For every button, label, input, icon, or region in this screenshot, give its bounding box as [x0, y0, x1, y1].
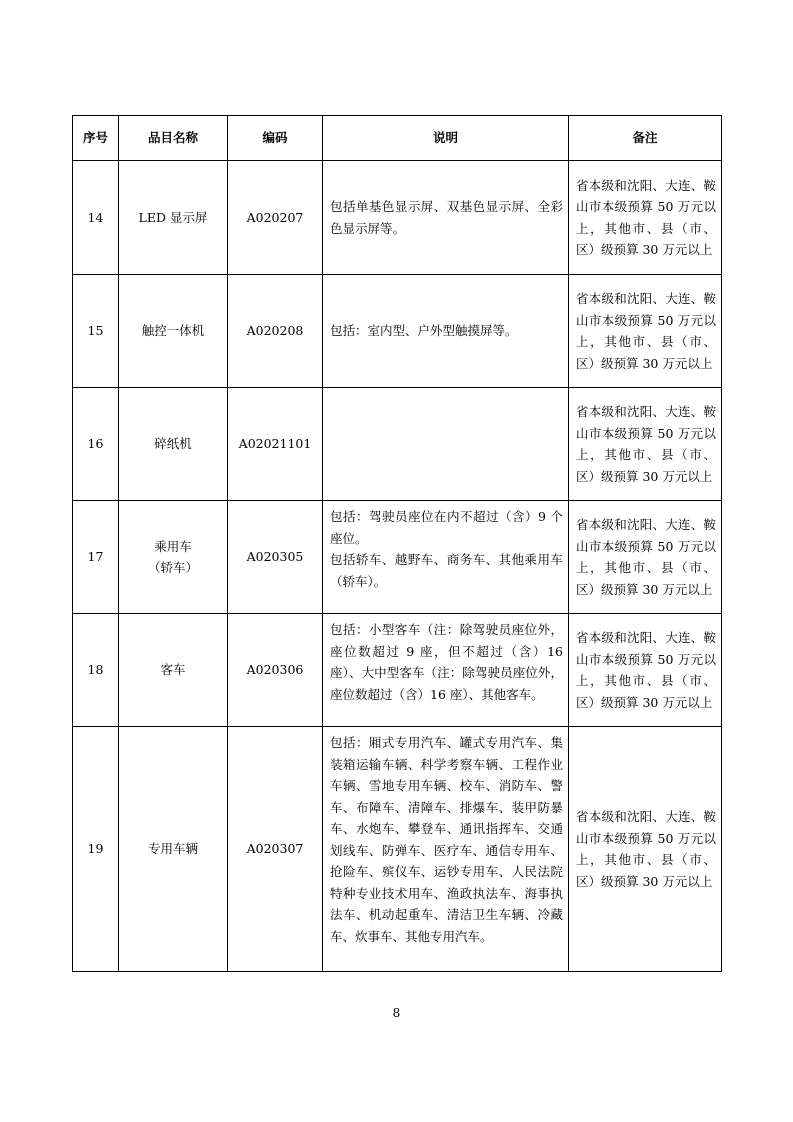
item-name-line: LED 显示屏 [138, 209, 208, 225]
cell-note: 省本级和沈阳、大连、鞍山市本级预算 50 万元以上，其他市、县（市、区）级预算 30 万元以上 [569, 501, 722, 614]
item-name-line: 碎纸机 [154, 436, 192, 452]
cell-note: 省本级和沈阳、大连、鞍山市本级预算 50 万元以上，其他市、县（市、区）级预算 30 万元以上 [569, 161, 722, 275]
cell-code: A020207 [228, 161, 323, 275]
table-header-row [73, 116, 722, 161]
cell-item-name [119, 727, 228, 972]
header-note: 备注 [569, 116, 722, 161]
procurement-catalog-table [72, 115, 722, 972]
cell-seq: 17 [73, 501, 119, 614]
cell-seq: 19 [73, 727, 119, 972]
item-name-line: 专用车辆 [147, 841, 198, 857]
cell-seq: 18 [73, 614, 119, 727]
cell-item-name [119, 388, 228, 501]
cell-description [323, 501, 569, 614]
cell-item-name [119, 161, 228, 275]
cell-note: 省本级和沈阳、大连、鞍山市本级预算 50 万元以上，其他市、县（市、区）级预算 30 万元以上 [569, 275, 722, 388]
description-paragraph: 包括单基色显示屏、双基色显示屏、全彩色显示屏等。 [330, 199, 563, 236]
cell-seq: 16 [73, 388, 119, 501]
table-row [73, 161, 722, 275]
item-name-line: 客车 [160, 662, 186, 678]
description-paragraph: 包括：小型客车（注：除驾驶员座位外，座位数超过 9 座，但不超过（含）16 座）、大中型客车（注：除驾驶员座位外，座位数超过（含）16 座）、其他客车。 [330, 622, 563, 702]
cell-code: A02021101 [228, 388, 323, 501]
item-name-line: 触控一体机 [141, 323, 205, 339]
cell-description [323, 388, 569, 501]
item-name-line: 乘用车 [154, 538, 192, 554]
page-number: 8 [392, 1006, 401, 1020]
cell-description [323, 275, 569, 388]
header-item-name: 品目名称 [119, 116, 228, 161]
cell-seq: 15 [73, 275, 119, 388]
item-name-line: （轿车） [147, 560, 198, 575]
cell-code: A020208 [228, 275, 323, 388]
table-row [73, 614, 722, 727]
description-paragraph: 包括：厢式专用汽车、罐式专用汽车、集装箱运输车辆、科学考察车辆、工程作业车辆、雪地专用车辆、校车、消防车、警车、布障车、清障车、排爆车、装甲防暴车、水炮车、攀登车、通讯指挥车、交通划线车、防弹车、医疗车、通信专用车、抢险车、殡仪车、运钞专用车、人民法院特种专业技术用车、渔政执法车、海事执法车、机动起重车、清洁卫生车辆、冷藏车、炊事车、其他专用汽车。 [330, 735, 563, 944]
header-description: 说明 [323, 116, 569, 161]
description-paragraph: 包括轿车、越野车、商务车、其他乘用车（轿车）。 [330, 552, 563, 589]
table-body [73, 161, 722, 972]
cell-description [323, 727, 569, 972]
description-paragraph: 包括：驾驶员座位在内不超过（含）9 个座位。 [330, 509, 563, 546]
cell-note: 省本级和沈阳、大连、鞍山市本级预算 50 万元以上，其他市、县（市、区）级预算 30 万元以上 [569, 388, 722, 501]
cell-note: 省本级和沈阳、大连、鞍山市本级预算 50 万元以上，其他市、县（市、区）级预算 30 万元以上 [569, 614, 722, 727]
cell-seq: 14 [73, 161, 119, 275]
cell-item-name [119, 501, 228, 614]
table-row [73, 388, 722, 501]
header-seq: 序号 [73, 116, 119, 161]
description-paragraph: 包括：室内型、户外型触摸屏等。 [330, 323, 518, 339]
cell-code: A020306 [228, 614, 323, 727]
cell-description [323, 614, 569, 727]
cell-note: 省本级和沈阳、大连、鞍山市本级预算 50 万元以上，其他市、县（市、区）级预算 30 万元以上 [569, 727, 722, 972]
cell-item-name [119, 275, 228, 388]
header-code: 编码 [228, 116, 323, 161]
cell-code: A020305 [228, 501, 323, 614]
table-row [73, 727, 722, 972]
cell-description [323, 161, 569, 275]
table-row [73, 275, 722, 388]
table-row [73, 501, 722, 614]
cell-item-name [119, 614, 228, 727]
cell-code: A020307 [228, 727, 323, 972]
